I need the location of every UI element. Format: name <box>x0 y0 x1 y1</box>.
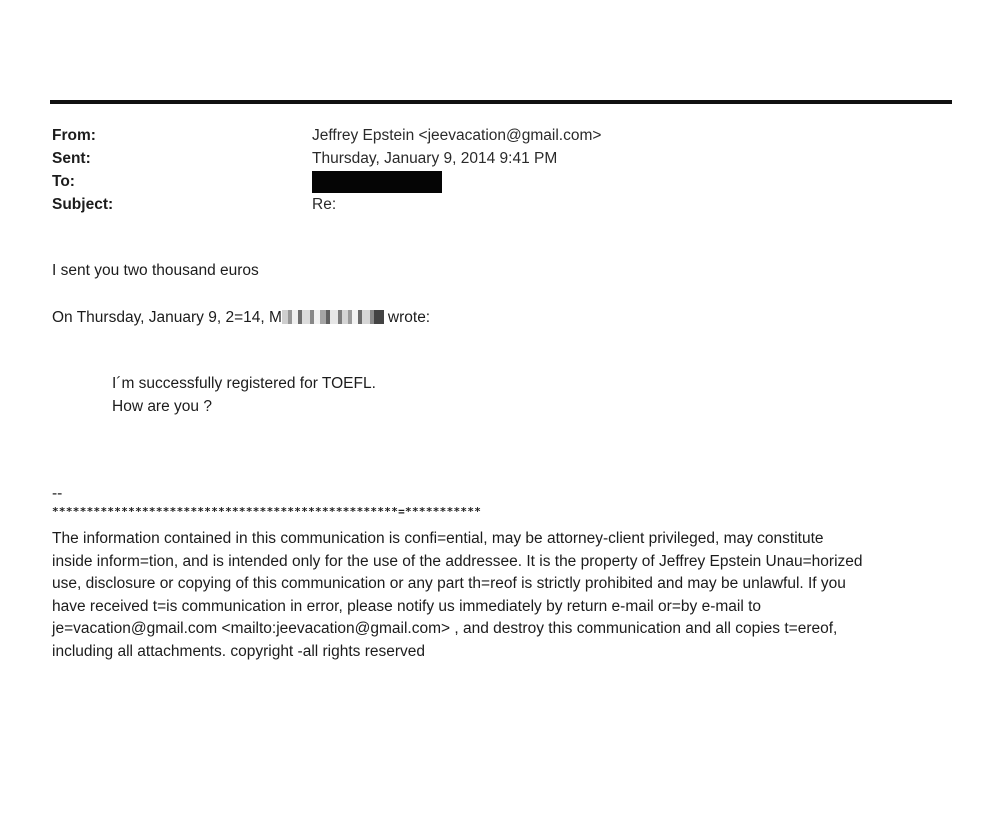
disclaimer-line: including all attachments. copyright -all rights reserved <box>52 642 426 660</box>
signature-star-divider: **************************************************=*********** <box>52 505 482 518</box>
reply-text: I sent you two thousand euros <box>52 262 259 279</box>
disclaimer-line: The information contained in this communication is confi=ential, may be attorney-client privileged, may constitute <box>52 530 824 547</box>
header-separator-rule <box>50 100 952 104</box>
subject-value: Re: <box>312 196 337 213</box>
subject-row <box>52 194 952 216</box>
redacted-recipient <box>312 171 442 193</box>
sent-label: Sent: <box>52 150 91 167</box>
confidentiality-disclaimer <box>52 528 952 664</box>
to-label: To: <box>52 173 75 190</box>
quote-intro-prefix: On Thursday, January 9, 2=14, M <box>52 309 282 326</box>
quoted-line: I´m successfully registered for TOEFL. <box>112 375 376 392</box>
disclaimer-line: use, disclosure or copying of this communication or any part th=reof is strictly prohibited and may be unlawful. If you <box>52 575 846 593</box>
to-row <box>52 171 952 193</box>
signature-dash: -- <box>52 485 63 502</box>
quoted-line: How are you ? <box>112 398 212 415</box>
subject-label: Subject: <box>52 196 114 213</box>
pixelated-sender-name <box>282 310 384 324</box>
quote-intro-suffix: wrote: <box>387 309 431 326</box>
from-label: From: <box>52 127 96 144</box>
disclaimer-line: inside inform=tion, and is intended only for the use of the addressee. It is the property of Jeffrey Epstein Unau=horized <box>52 552 863 570</box>
sent-value: Thursday, January 9, 2014 9:41 PM <box>312 150 558 167</box>
from-row <box>52 125 952 147</box>
disclaimer-line: have received t=is communication in error, please notify us immediately by return e-mail or=by e-mail to <box>52 597 762 615</box>
from-value: Jeffrey Epstein <jeevacation@gmail.com> <box>312 127 602 144</box>
sent-row <box>52 148 952 170</box>
quote-intro <box>52 307 430 329</box>
disclaimer-line: je=vacation@gmail.com <mailto:jeevacation@gmail.com> , and destroy this communication and all copies t=ereof, <box>52 620 838 638</box>
